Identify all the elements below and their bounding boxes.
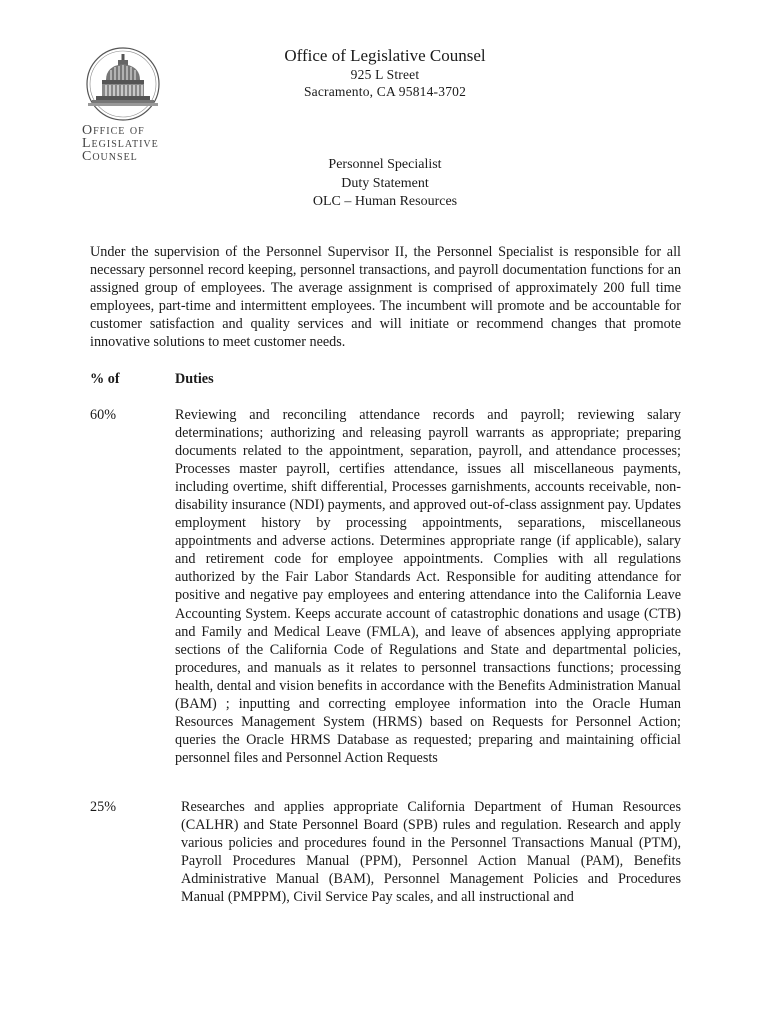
document-title <box>230 156 540 212</box>
olc-logo <box>78 46 168 166</box>
duty-description: Researches and applies appropriate California Department of Human Resources (CALHR) and State Personnel Board (SPB) rules and regulation. Research and apply various policies and procedures found in the Personnel Transactions Manual (PTM), Payroll Procedures Manual (PPM), Personnel Action Manual (PAM), Benefits Administrative Manual (BAM), Personnel Management Policies and Procedures Manual (PMPPM), Civil Service Pay scales, and all instructional and <box>181 799 681 906</box>
logo-line-2: Legislative <box>82 136 159 151</box>
duty-percent: 25% <box>90 799 117 815</box>
percent-column-header: % of <box>90 371 120 387</box>
duty-description: Reviewing and reconciling attendance records and payroll; reviewing salary determinations; authorizing and releasing payroll warrants as appropriate; preparing documents related to the appointment, separation, payroll, and attendance processes; Processes master payroll, certifies attendance, issues all miscellaneous payments, including overtime, shift differential, Processes garnishments, accounts receivable, non-disability insurance (NDI) payments, and approved out-of-class assignment pay. Updates employment history by processing appointments, separations, miscellaneous appointments and adverse actions. Determines appropriate range (if applicable), salary and retirement code for employee appointments. Complies with all regulations authorized by the Fair Labor Standards Act. Responsible for auditing attendance for positive and negative pay employees and entering attendance into the California Leave Accounting System. Keeps accurate account of catastrophic donations and usage (CTB) and Family and Medical Leave (FMLA), and leave of absences applying appropriate sections of the California Code of Regulations and State and departmental policies, procedures, and manuals as it relates to personnel transactions functions; processing health, dental and vision benefits in accordance with the Benefits Administration Manual (BAM) ; inputting and correcting employee information into the Oracle Human Resources Management System (HRMS) based on Requests for Personnel Action; queries the Oracle HRMS Database as requested; preparing and maintaining official personnel files and Personnel Action Requests <box>175 407 681 766</box>
street-address: 925 L Street <box>350 67 420 82</box>
title-position: Personnel Specialist <box>328 157 442 172</box>
title-unit: OLC – Human Resources <box>312 194 458 209</box>
intro-paragraph: Under the supervision of the Personnel Supervisor II, the Personnel Specialist is responsible for all necessary personnel record keeping, personnel transactions, and payroll documentation functions for an assigned group of employees. The average assignment is comprised of approximately 200 full time employees, part-time and intermittent employees. The incumbent will promote and be accountable for customer satisfaction and quality services and will initiate or recommend changes that promote innovative solutions to meet customer needs. <box>90 244 681 350</box>
duties-column-header: Duties <box>175 371 214 387</box>
logo-line-3: Counsel <box>82 149 138 164</box>
title-statement: Duty Statement <box>341 175 429 191</box>
duty-percent: 60% <box>90 407 117 423</box>
capitol-dome-icon <box>78 46 168 126</box>
letterhead <box>230 46 540 100</box>
logo-wordmark <box>82 124 164 163</box>
logo-line-1: Office of <box>82 123 145 138</box>
city-address: Sacramento, CA 95814-3702 <box>303 84 467 99</box>
office-name: Office of Legislative Counsel <box>284 46 486 65</box>
